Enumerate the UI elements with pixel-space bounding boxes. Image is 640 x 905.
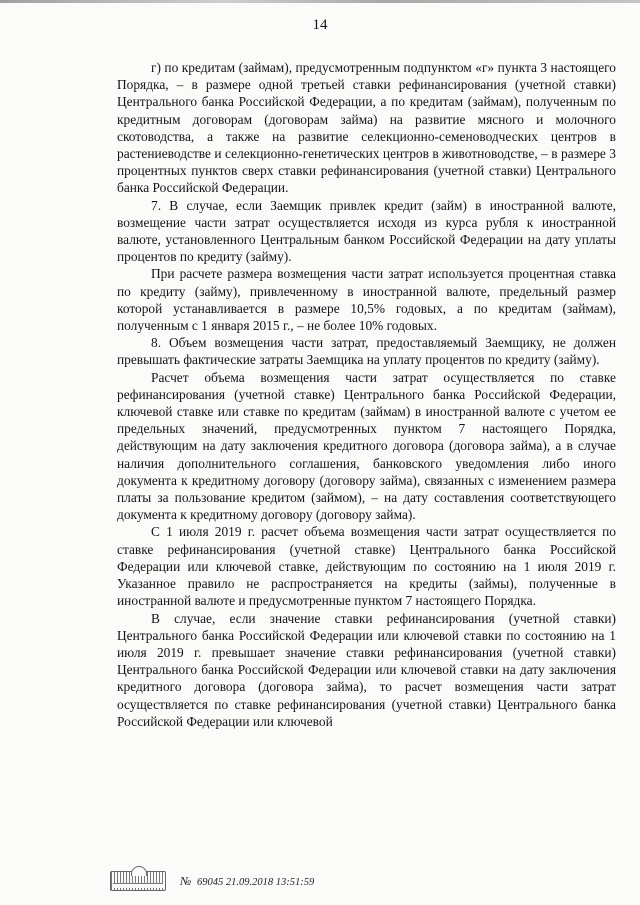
number-sign: №	[180, 873, 192, 888]
paragraph-point-8: 8. Объем возмещения части затрат, предоставляемый Заемщику, не должен превышать фактические затраты Заемщика на уплату процентов по кредиту (займу).	[117, 335, 616, 368]
registry-seal-icon	[110, 871, 166, 891]
document-id: 69045	[196, 876, 224, 888]
document-datetime: 21.09.2018 13:51:59	[225, 876, 315, 888]
paragraph-from-july-2019: С 1 июля 2019 г. расчет объема возмещения части затрат осуществляется по ставке рефинансирования (учетной ставке) Центрального банка Российской Федерации или ключевой ставке, действующим по состоянию на 1 июля 2019 г. Указанное правило не распространяется на кредиты (займы), полученные в иностранной валюте и предусмотренные пунктом 7 настоящего Порядка.	[117, 524, 616, 609]
document-footer	[110, 871, 314, 891]
paragraph-rate-comparison: В случае, если значение ставки рефинансирования (учетной ставки) Центрального банка Российской Федерации или ключевой ставки по состоянию на 1 июля 2019 г. превышает значение ставки рефинансирования (учетной ставки) Центрального банка Российской Федерации или ключевой ставки на дату заключения кредитного договора (договора займа), то расчет возмещения части затрат осуществляется по ставке рефинансирования (учетной ставки) Центрального банка Российской Федерации или ключевой	[117, 610, 616, 729]
scan-top-edge	[0, 0, 640, 3]
paragraph-point-7: 7. В случае, если Заемщик привлек кредит (займ) в иностранной валюте, возмещение части затрат осуществляется исходя из курса рубля к иностранной валюте, установленного Центральным банком Российской Федерации на дату уплаты процентов по кредиту (займу).	[117, 197, 616, 265]
page-number: 14	[312, 17, 328, 33]
document-body	[117, 59, 616, 730]
paragraph-item-g: г) по кредитам (займам), предусмотренным подпунктом «г» пункта 3 настоящего Порядка, – в размере одной третьей ставки рефинансирования (учетной ставки) Центрального банка Российской Федерации, а по кредитам (займам), полученным по кредитным договорам (договорам займа) на развитие мясного и молочного скотоводства, а также на развитие селекционно-семеноводческих центров в растениеводстве и селекционно-генетических центров в животноводстве, – в размере 3 процентных пунктов сверх ставки рефинансирования (учетной ставки) Центрального банка Российской Федерации.	[117, 60, 616, 196]
paragraph-calculation-rule: Расчет объема возмещения части затрат осуществляется по ставке рефинансирования (учетной ставке) Центрального банка Российской Федерации, ключевой ставке или ставке по кредитам (займам) в иностранной валюте с учетом ее предельных значений, предусмотренных пунктом 7 настоящего Порядка, действующим на дату заключения кредитного договора (договора займа), а в случае наличия дополнительного соглашения, банковского уведомления либо иного документа к кредитному договору (договору займа), связанных с изменением размера платы за пользование кредитом (займом), – на дату составления соответствующего документа к кредитному договору (договору займа).	[117, 369, 616, 523]
document-registration-stamp	[180, 874, 314, 889]
paragraph-interest-rate-limit: При расчете размера возмещения части затрат используется процентная ставка по кредиту (займу), привлеченному в иностранной валюте, предельный размер которой устанавливается в размере 10,5% годовых, а по кредитам (займам), полученным с 1 января 2015 г., – не более 10% годовых.	[117, 266, 616, 334]
